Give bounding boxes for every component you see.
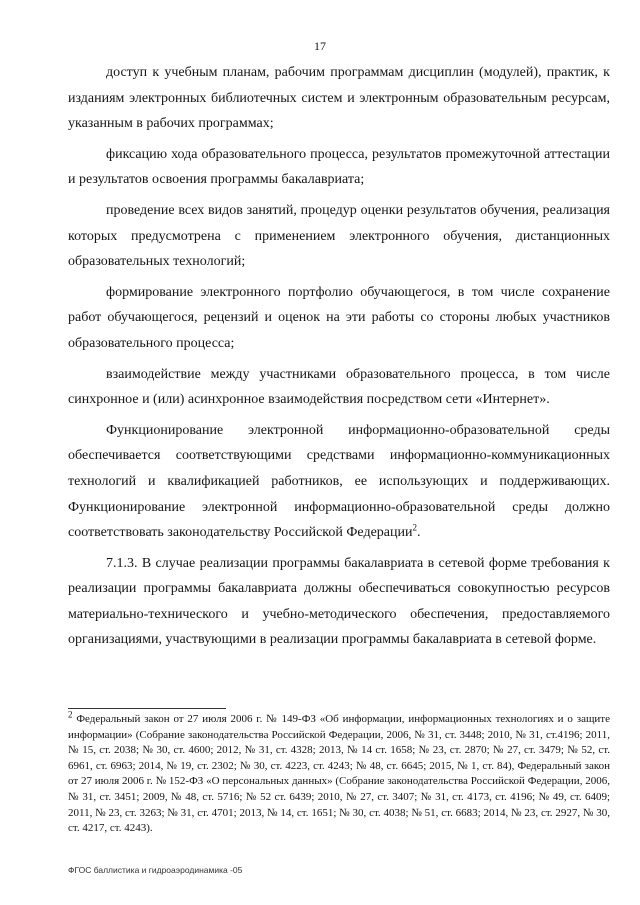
- paragraph-functioning-text: Функционирование электронной информационно-образовательной среды обеспечивается соответствующими средствами информационно-коммуникационных технологий и квалификацией работников, ее использующих и поддерживающих. Функционирование электронной информационно-образовательной среды должно соответствовать законодательству Российской Федерации: [68, 422, 610, 541]
- footnote-text: Федеральный закон от 27 июля 2006 г. № 149-ФЗ «Об информации, информационных технологиях и о защите информации» (Собрание законодательства Российской Федерации, 2006, № 31, ст. 3448; 2010, № 31, ст.4196; 2011, № 15, ст. 2038; № 30, ст. 4600; 2012, № 31, ст. 4328; 2013, № 14 ст. 1658; № 23, ст. 2870; № 27, ст. 3479; № 52, ст. 6961, ст. 6963; 2014, № 19, ст. 2302; № 30, ст. 4223, ст. 4243; № 48, ст. 6645; 2015, № 1, ст. 84), Федеральный закон от 27 июля 2006 г. № 152-ФЗ «О персональных данных» (Собрание законодательства Российской Федерации, 2006, № 31, ст. 3451; 2009, № 48, ст. 5716; № 52 ст. 6439; 2010, № 27, ст. 3407; № 31, ст. 4173, ст. 4196; № 49, ст. 6409; 2011, № 23, ст. 3263; № 31, ст. 4701; 2013, № 14, ст. 1651; № 30, ст. 4038; № 51, ст. 6683; 2014, № 23, ст. 2927, № 30, ст. 4217, ст. 4243).: [68, 713, 610, 835]
- paragraph-classes: проведение всех видов занятий, процедур оценки результатов обучения, реализация которых предусмотрена с применением электронного обучения, дистанционных образовательных технологий;: [68, 202, 610, 270]
- paragraph-interaction: взаимодействие между участниками образовательного процесса, в том числе синхронное и (или) асинхронное взаимодействия посредством сети «Интернет».: [68, 366, 610, 408]
- paragraph-section-7-1-3: 7.1.3. В случае реализации программы бакалавриата в сетевой форме требования к реализации программы бакалавриата должны обеспечиваться совокупностью ресурсов материально-технического и учебно-методического обеспечения, предоставляемого организациями, участвующими в реализации программы бакалавриата в сетевой форме.: [68, 555, 610, 648]
- footnote-marker: 2: [68, 709, 73, 720]
- paragraph-fixation: фиксацию хода образовательного процесса, результатов промежуточной аттестации и результатов освоения программы бакалавриата;: [68, 146, 610, 188]
- footnote-reference[interactable]: 2: [412, 522, 417, 533]
- page-footer: ФГОС баллистика и гидроаэродинамика -05: [68, 865, 243, 875]
- footnote-divider: [68, 708, 226, 709]
- paragraph-access: доступ к учебным планам, рабочим программам дисциплин (модулей), практик, к изданиям электронных библиотечных систем и электронным образовательным ресурсам, указанным в рабочих программах;: [68, 65, 610, 132]
- paragraph-portfolio: формирование электронного портфолио обучающегося, в том числе сохранение работ обучающегося, рецензий и оценок на эти работы со стороны любых участников образовательного процесса;: [68, 284, 610, 351]
- page-number: 17: [314, 39, 326, 53]
- paragraph-functioning: Функционирование электронной информационно-образовательной среды обеспечивается соответствующими средствами информационно-коммуникационных технологий и квалификацией работников, ее использующих и поддерживающих. Функционирование электронной информационно-образовательной среды должно соответствовать законодательству Российской Федерации$^2$.: [68, 422, 610, 541]
- body-text: [68, 60, 610, 653]
- footnote: [68, 709, 610, 837]
